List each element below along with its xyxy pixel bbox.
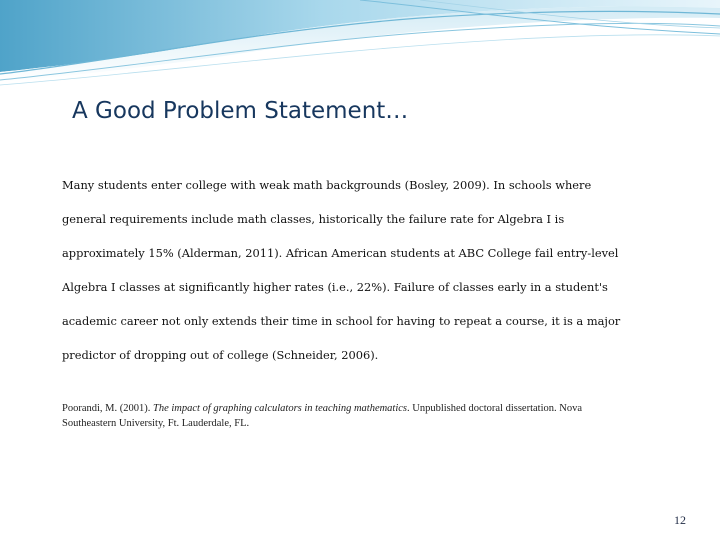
reference-citation — [62, 401, 662, 431]
body-line: predictor of dropping out of college (Schneider, 2006). — [62, 348, 379, 362]
problem-statement-body — [62, 168, 662, 372]
citation-author-year: Poorandi, M. (2001). — [62, 403, 153, 414]
body-line: academic career not only extends their time in school for having to repeat a course, it is a major — [62, 314, 621, 328]
body-line: Many students enter college with weak math backgrounds (Bosley, 2009). In schools where — [62, 178, 592, 192]
header-wave-decoration — [0, 0, 720, 95]
body-line: general requirements include math classes, historically the failure rate for Algebra I is — [62, 212, 565, 226]
citation-title: The impact of graphing calculators in teaching mathematics — [153, 403, 408, 414]
citation-line-1 — [62, 401, 662, 416]
body-line: approximately 15% (Alderman, 2011). African American students at ABC College fail entry-level — [62, 246, 619, 260]
slide-title: A Good Problem Statement… — [72, 98, 409, 124]
body-line: Algebra I classes at significantly higher rates (i.e., 22%). Failure of classes early in a student's — [62, 280, 608, 294]
page-number: 12 — [674, 513, 686, 527]
citation-line-2: Southeastern University, Ft. Lauderdale, FL. — [62, 418, 250, 429]
citation-details: . Unpublished doctoral dissertation. Nova — [407, 403, 582, 414]
